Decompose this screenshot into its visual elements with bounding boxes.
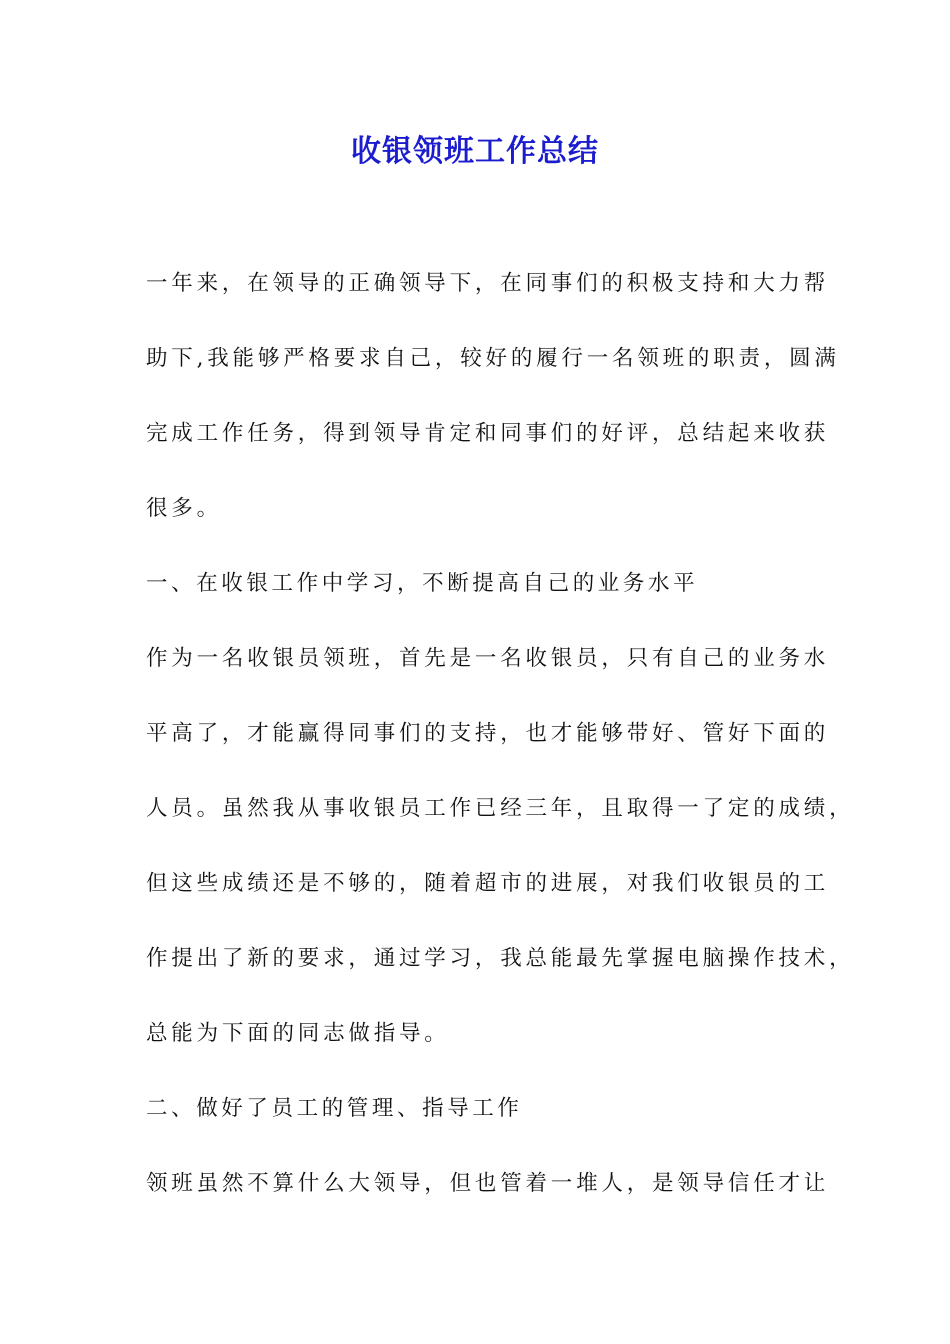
paragraph-line: 领班虽然不算什么大领导，但也管着一堆人，是领导信任才让: [146, 1171, 830, 1196]
paragraph-line: 很多。: [146, 496, 222, 521]
paragraph-line: 完成工作任务，得到领导肯定和同事们的好评，总结起来收获: [146, 421, 830, 446]
section-heading-1: 一、在收银工作中学习，不断提高自己的业务水平: [146, 571, 699, 596]
paragraph-line: 一年来，在领导的正确领导下，在同事们的积极支持和大力帮: [146, 271, 830, 296]
paragraph-line: 但这些成绩还是不够的，随着超市的进展，对我们收银员的工: [146, 871, 830, 896]
paragraph-line: 助下,我能够严格要求自己，较好的履行一名领班的职责，圆满: [146, 346, 840, 371]
document-title: 收银领班工作总结: [351, 134, 599, 169]
paragraph-line: 平高了，才能赢得同事们的支持，也才能够带好、管好下面的: [146, 721, 830, 746]
paragraph-line: 作提出了新的要求，通过学习，我总能最先掌握电脑操作技术，: [146, 946, 855, 971]
paragraph-line: 总能为下面的同志做指导。: [146, 1021, 450, 1046]
paragraph-line: 人员。虽然我从事收银员工作已经三年，且取得一了定的成绩，: [146, 796, 855, 821]
paragraph-line: 作为一名收银员领班，首先是一名收银员，只有自己的业务水: [146, 646, 830, 671]
section-heading-2: 二、做好了员工的管理、指导工作: [146, 1096, 523, 1121]
